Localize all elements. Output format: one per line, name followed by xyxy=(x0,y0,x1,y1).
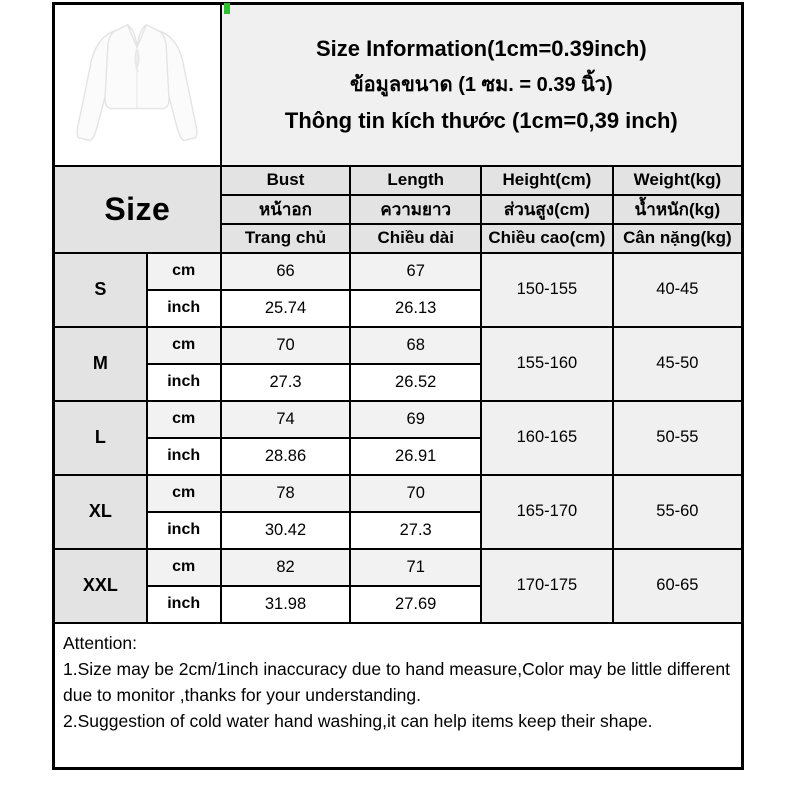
product-photo-cardigan xyxy=(57,9,217,161)
value-m-bust-cm: 70 xyxy=(221,327,351,364)
value-s-length-cm: 67 xyxy=(350,253,481,290)
size-column-header: Size xyxy=(54,166,221,253)
col-header-height-vi: Chiều cao(cm) xyxy=(481,224,613,253)
col-header-length-en: Length xyxy=(350,166,481,195)
value-xxl-weight: 60-65 xyxy=(613,549,743,623)
size-chart-table xyxy=(52,2,744,770)
col-header-weight-th: น้ำหนัก(kg) xyxy=(613,195,743,224)
value-l-height: 160-165 xyxy=(481,401,613,475)
size-row-label-xxl: XXL xyxy=(54,549,147,623)
value-m-length-inch: 26.52 xyxy=(350,364,481,401)
value-s-bust-inch: 25.74 xyxy=(221,290,351,327)
unit-label-cm: cm xyxy=(147,253,221,290)
col-header-bust-vi: Trang chủ xyxy=(221,224,351,253)
col-header-length-th: ความยาว xyxy=(350,195,481,224)
value-m-weight: 45-50 xyxy=(613,327,743,401)
product-image-cell xyxy=(54,4,221,166)
value-xxl-height: 170-175 xyxy=(481,549,613,623)
value-xl-height: 165-170 xyxy=(481,475,613,549)
unit-label-cm: cm xyxy=(147,475,221,512)
unit-label-inch: inch xyxy=(147,438,221,475)
attention-note-2: 2.Suggestion of cold water hand washing,it can help items keep their shape. xyxy=(63,710,653,731)
title-vietnamese: Thông tin kích thước (1cm=0,39 inch) xyxy=(284,107,678,133)
attention-notes-cell xyxy=(54,623,743,769)
value-l-bust-inch: 28.86 xyxy=(221,438,351,475)
value-xl-length-inch: 27.3 xyxy=(350,512,481,549)
attention-heading: Attention: xyxy=(63,632,137,653)
col-header-bust-en: Bust xyxy=(221,166,351,195)
value-xxl-length-cm: 71 xyxy=(350,549,481,586)
value-s-height: 150-155 xyxy=(481,253,613,327)
green-artifact-mark xyxy=(224,3,230,14)
title-thai: ข้อมูลขนาด (1 ซม. = 0.39 นิ้ว) xyxy=(349,73,613,96)
col-header-height-en: Height(cm) xyxy=(481,166,613,195)
unit-label-cm: cm xyxy=(147,549,221,586)
value-xl-length-cm: 70 xyxy=(350,475,481,512)
unit-label-inch: inch xyxy=(147,586,221,623)
size-row-label-s: S xyxy=(54,253,147,327)
value-xl-bust-cm: 78 xyxy=(221,475,351,512)
value-s-length-inch: 26.13 xyxy=(350,290,481,327)
unit-label-inch: inch xyxy=(147,364,221,401)
value-l-length-cm: 69 xyxy=(350,401,481,438)
value-xl-bust-inch: 30.42 xyxy=(221,512,351,549)
col-header-weight-en: Weight(kg) xyxy=(613,166,743,195)
value-s-weight: 40-45 xyxy=(613,253,743,327)
col-header-bust-th: หน้าอก xyxy=(221,195,351,224)
value-xxl-bust-cm: 82 xyxy=(221,549,351,586)
unit-label-cm: cm xyxy=(147,401,221,438)
size-chart-sheet xyxy=(52,2,744,770)
value-xxl-bust-inch: 31.98 xyxy=(221,586,351,623)
size-row-label-l: L xyxy=(54,401,147,475)
value-l-bust-cm: 74 xyxy=(221,401,351,438)
size-row-label-m: M xyxy=(54,327,147,401)
size-row-label-xl: XL xyxy=(54,475,147,549)
col-header-weight-vi: Cân nặng(kg) xyxy=(613,224,743,253)
value-l-weight: 50-55 xyxy=(613,401,743,475)
col-header-height-th: ส่วนสูง(cm) xyxy=(481,195,613,224)
unit-label-cm: cm xyxy=(147,327,221,364)
unit-label-inch: inch xyxy=(147,512,221,549)
value-xl-weight: 55-60 xyxy=(613,475,743,549)
value-l-length-inch: 26.91 xyxy=(350,438,481,475)
size-info-title-cell xyxy=(221,4,743,166)
value-m-bust-inch: 27.3 xyxy=(221,364,351,401)
attention-note-1: 1.Size may be 2cm/1inch inaccuracy due to hand measure,Color may be little different due to monitor ,thanks for your understanding. xyxy=(63,658,730,705)
unit-label-inch: inch xyxy=(147,290,221,327)
value-xxl-length-inch: 27.69 xyxy=(350,586,481,623)
title-english: Size Information(1cm=0.39inch) xyxy=(315,35,647,61)
value-m-height: 155-160 xyxy=(481,327,613,401)
col-header-length-vi: Chiều dài xyxy=(350,224,481,253)
value-m-length-cm: 68 xyxy=(350,327,481,364)
value-s-bust-cm: 66 xyxy=(221,253,351,290)
